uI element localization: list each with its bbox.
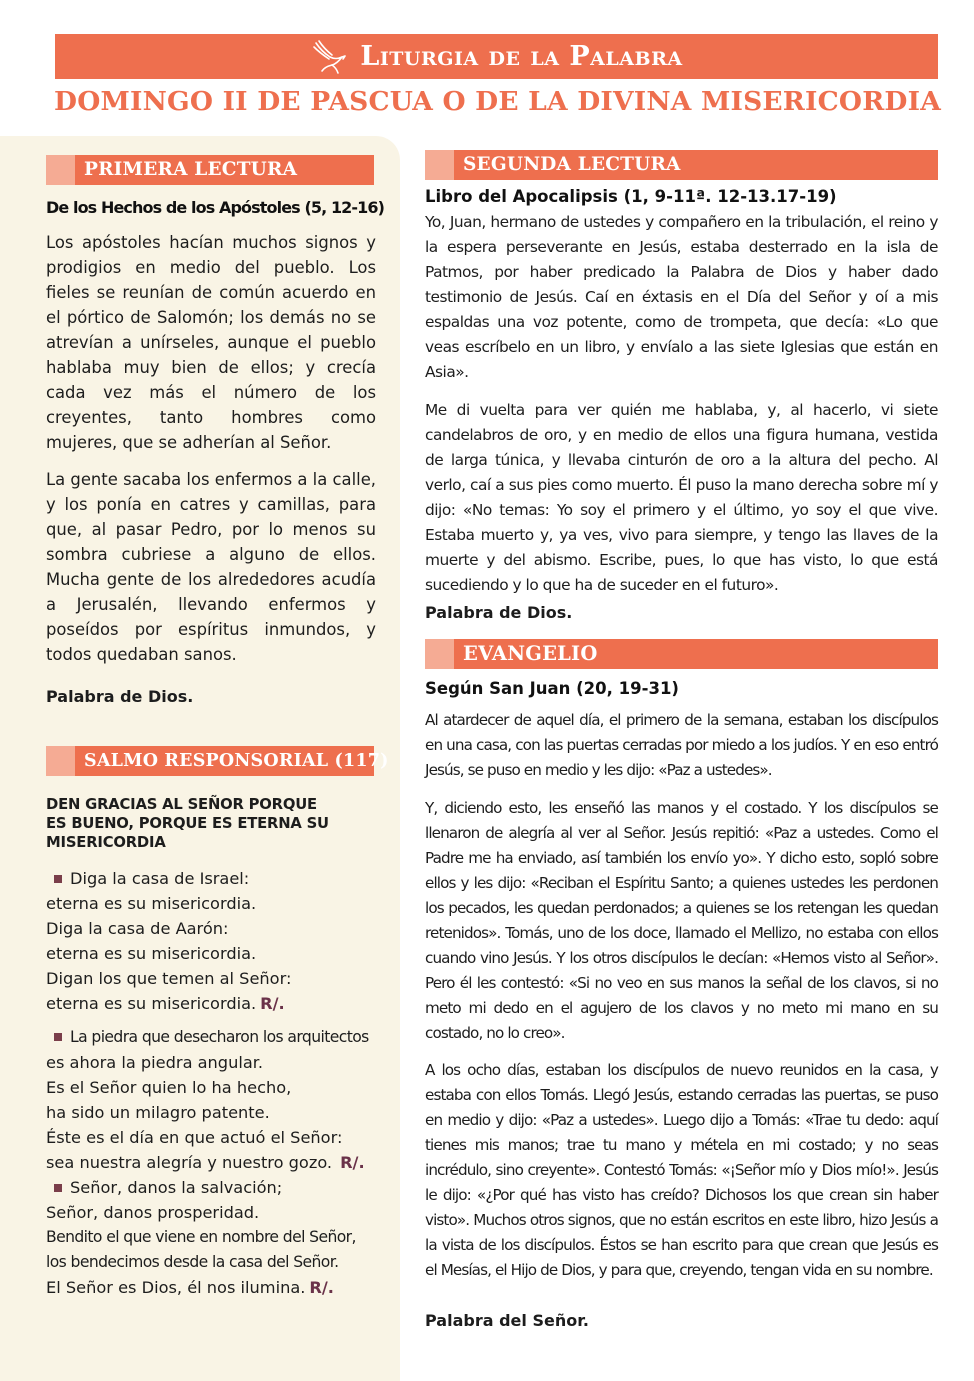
stanza-line: El Señor es Dios, él nos ilumina. (46, 1278, 306, 1297)
segunda-paragraph-2: Me di vuelta para ver quién me hablaba, y, al hacerlo, vi siete candelabros de oro, y en medio de ellos una figura humana, vestida de larga túnica, y llevaba cinturón de oro a la altura del pecho. Al verlo, caí a sus pies como muerto. Él puso la mano derecha sobre mí y dijo: «No temas: Yo soy el primero y el último, yo soy el que vive. Estaba muerto y, ya ves, vivo para siempre, y tengo las llaves de la muerte y del abismo. Escribe, pues, lo que has visto, lo que está sucediendo y lo que ha de suceder en el futuro». (425, 401, 938, 594)
section-title: PRIMERA LECTURA (84, 159, 298, 180)
salmo-stanza-2 (46, 1025, 386, 1175)
liturgy-banner (55, 34, 938, 79)
primera-closing: Palabra de Dios. (46, 687, 194, 706)
evangelio-paragraph-2: Y, diciendo esto, les enseñó las manos y el costado. Y los discípulos se llenaron de alegría al ver al Señor. Jesús repitió: «Paz a ustedes. Como el Padre me ha enviado, así también los envío yo». Y dicho esto, sopló sobre ellos y les dijo: «Reciban el Espíritu Santo; a quienes ustedes les perdonen los pecados, les quedan perdonados; a quienes se los retengan les quedan retenidos». Tomás, uno de los doce, llamado el Mellizo, no estaba con ellos cuando vino Jesús. Y los otros discípulos le decían: «Hemos visto al Señor». Pero él les contestó: «Si no veo en sus manos la señal de los clavos, si no meto mi dedo en el agujero de los clavos y no meto mi mano en su costado, no lo creo». (425, 799, 938, 1042)
primera-lectura-header (46, 155, 374, 185)
salmo-stanza-3 (46, 1175, 386, 1300)
dove-icon (310, 37, 350, 77)
salmo-antiphon (46, 795, 376, 852)
evangelio-header (425, 639, 938, 669)
salmo-antiphon-line: DEN GRACIAS AL SEÑOR PORQUE (46, 796, 317, 813)
stanza-line: Señor, danos prosperidad. (46, 1203, 260, 1222)
segunda-closing: Palabra de Dios. (425, 603, 573, 622)
response-marker: R/. (260, 994, 285, 1013)
segunda-reference: Libro del Apocalipsis (1, 9-11ª. 12-13.17-19) (425, 187, 837, 206)
stanza-line: sea nuestra alegría y nuestro gozo. (46, 1153, 333, 1172)
header-chip (46, 155, 75, 185)
banner-title: Liturgia de la Palabra (360, 41, 683, 72)
evangelio-reference: Según San Juan (20, 19-31) (425, 679, 679, 698)
stanza-line: Éste es el día en que actuó el Señor: (46, 1128, 343, 1147)
stanza-line: Diga la casa de Aarón: (46, 919, 229, 938)
salmo-stanza-1 (46, 866, 386, 1016)
salmo-antiphon-line: ES BUENO, PORQUE ES ETERNA SU (46, 815, 329, 832)
stanza-line: Diga la casa de Israel: (70, 869, 250, 888)
stanza-line: La piedra que desecharon los arquitectos (70, 1028, 369, 1046)
stanza-line: Digan los que temen al Señor: (46, 969, 292, 988)
evangelio-closing: Palabra del Señor. (425, 1311, 589, 1330)
section-title: SEGUNDA LECTURA (463, 154, 681, 175)
square-bullet-icon (54, 1184, 62, 1192)
stanza-line: eterna es su misericordia. (46, 994, 257, 1013)
stanza-line: ha sido un milagro patente. (46, 1103, 270, 1122)
stanza-line: eterna es su misericordia. (46, 894, 257, 913)
primera-reference: De los Hechos de los Apóstoles (5, 12-16) (46, 198, 385, 217)
response-marker: R/. (340, 1153, 365, 1172)
sunday-title: DOMINGO II DE PASCUA O DE LA DIVINA MISERICORDIA (54, 86, 941, 117)
section-title: EVANGELIO (463, 642, 598, 665)
header-chip (425, 639, 454, 669)
header-chip (425, 150, 454, 180)
response-marker: R/. (309, 1278, 334, 1297)
salmo-antiphon-line: MISERICORDIA (46, 834, 166, 851)
section-title: SALMO RESPONSORIAL (117) (84, 751, 389, 771)
stanza-line: Bendito el que viene en nombre del Señor, (46, 1228, 356, 1246)
square-bullet-icon (54, 875, 62, 883)
stanza-line: los bendecimos desde la casa del Señor. (46, 1253, 339, 1271)
segunda-paragraph-1: Yo, Juan, hermano de ustedes y compañero en la tribulación, el reino y la espera perseverante en Jesús, estaba desterrado en la isla de Patmos, por haber predicado la Palabra de Dios y haber dado testimonio de Jesús. Caí en éxtasis en el Día del Señor y oí a mis espaldas una voz potente, como de trompeta, que decía: «Lo que veas escríbelo en un libro, y envíalo a las siete Iglesias que están en Asia». (425, 213, 938, 381)
stanza-line: es ahora la piedra angular. (46, 1053, 264, 1072)
stanza-line: eterna es su misericordia. (46, 944, 257, 963)
evangelio-paragraph-3: A los ocho días, estaban los discípulos de nuevo reunidos en la casa, y estaba con ellos Tomás. Llegó Jesús, estando cerradas las puertas, se puso en medio y dijo: «Paz a ustedes». Luego dijo a Tomás: «Trae tu dedo: aquí tienes mis manos; trae tu mano y métela en mi costado; y no seas incrédulo, sino creyente». Contestó Tomás: «¡Señor mío y Dios mío!». Jesús le dijo: «¿Por qué has visto has creído? Dichosos los que crean sin haber visto». Muchos otros signos, que no están escritos en este libro, hizo Jesús a la vista de los discípulos. Éstos se han escrito para que crean que Jesús es el Mesías, el Hijo de Dios, y para que, creyendo, tengan vida en su nombre. (425, 1061, 938, 1279)
stanza-line: Es el Señor quien lo ha hecho, (46, 1078, 292, 1097)
primera-paragraph-2: La gente sacaba los enfermos a la calle, y los ponía en catres y camillas, para que, al pasar Pedro, por lo menos su sombra cubriese a alguno de ellos. Mucha gente de los alrededores acudía a Jerusalén, llevando enfermos y poseídos por espíritus inmundos, y todos quedaban sanos. (46, 470, 376, 664)
header-chip (46, 746, 75, 776)
primera-paragraph-1: Los apóstoles hacían muchos signos y prodigios en medio del pueblo. Los fieles se reunían de común acuerdo en el pórtico de Salomón; los demás no se atrevían a unírseles, aunque el pueblo hablaba muy bien de ellos; y crecía cada vez más el número de los creyentes, tanto hombres como mujeres, que se adherían al Señor. (46, 233, 376, 452)
segunda-lectura-header (425, 150, 938, 180)
salmo-header (46, 746, 389, 776)
evangelio-paragraph-1: Al atardecer de aquel día, el primero de la semana, estaban los discípulos en una casa, con las puertas cerradas por miedo a los judíos. Y en eso entró Jesús, se puso en medio y les dijo: «Paz a ustedes». (425, 711, 938, 779)
square-bullet-icon (54, 1033, 62, 1041)
stanza-line: Señor, danos la salvación; (70, 1178, 283, 1197)
